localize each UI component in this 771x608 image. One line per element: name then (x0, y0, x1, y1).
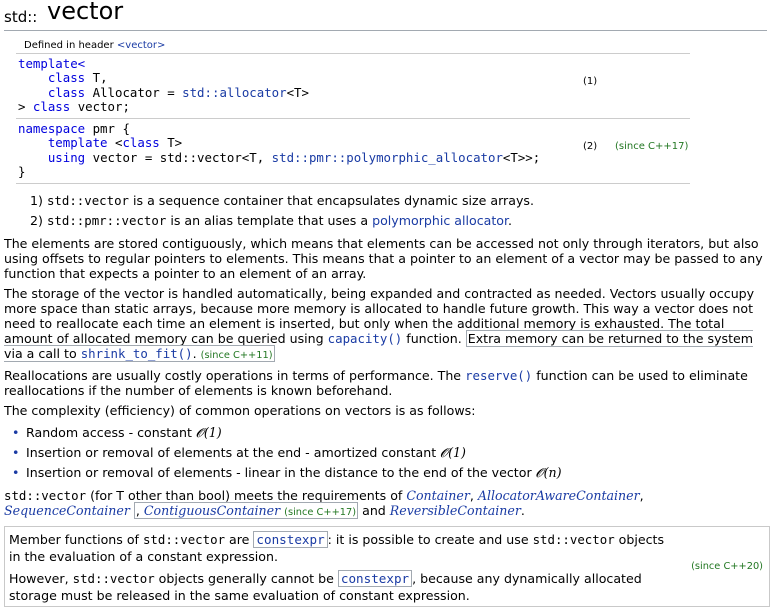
allocator-aware-container-link[interactable]: AllocatorAwareContainer (477, 488, 640, 504)
reversible-container-link[interactable]: ReversibleContainer (389, 503, 521, 519)
declaration-2: namespace pmr { template <class T> using vector = std::vector<T, std::pmr::polymorphic_allocator<T>>; } (2) (since C++17) (16, 119, 690, 184)
paragraph-contiguous: The elements are stored contiguously, which means that elements can be accessed not only through iterators, but also using offsets to regular pointers to elements. This means that a pointer to an element of a vector may be passed to any function that expects a pointer to an element of an array. (4, 236, 763, 282)
paragraph-complexity: The complexity (efficiency) of common operations on vectors is as follows: (4, 403, 476, 419)
list-item: 1) std::vector is a sequence container that encapsulates dynamic size arrays. (30, 193, 534, 209)
capacity-link[interactable]: capacity() (327, 331, 403, 347)
paragraph-reallocations: Reallocations are usually costly operations in terms of performance. The reserve() function can be used to eliminate reallocations if the number of elements is known beforehand. (4, 368, 748, 399)
defined-in-header (16, 37, 690, 54)
list-item: • Insertion or removal of elements - linear in the distance to the end of the vector 𝓞(n) (12, 463, 767, 483)
constexpr-note-line2: However, std::vector objects generally cannot be constexpr , because any dynamically allocated storage must be released in the same evaluation of constant expression. (9, 571, 642, 604)
decl-number-2: (2) (583, 141, 598, 153)
title-namespace: std:: (4, 8, 38, 26)
overview-list (30, 191, 767, 231)
since-badge-cpp17: (since C++17) (615, 141, 689, 153)
polymorphic-allocator-text-link[interactable]: polymorphic allocator (372, 213, 509, 229)
page-title (4, 0, 767, 31)
list-item: 2) std::pmr::vector is an alias template that uses a polymorphic allocator. (30, 213, 513, 229)
declaration-block (16, 37, 690, 184)
constexpr-note-box (4, 526, 770, 607)
complexity-list (12, 423, 767, 483)
constexpr-link[interactable]: constexpr (338, 570, 412, 587)
shrink-note: Extra memory can be returned to the system via a call to shrink_to_fit(). (since C++11) (4, 331, 754, 362)
defined-label: Defined in header (24, 40, 114, 51)
constexpr-link[interactable]: constexpr (253, 531, 327, 548)
std-allocator-link[interactable]: std::allocator (182, 84, 287, 100)
polymorphic-allocator-link[interactable]: std::pmr::polymorphic_allocator (271, 149, 503, 165)
list-item: • Random access - constant 𝓞(1) (12, 423, 767, 443)
sequence-container-link[interactable]: SequenceContainer (4, 503, 130, 519)
contiguous-note: , ContiguousContainer (since C++17) (135, 503, 357, 519)
shrink-to-fit-link[interactable]: shrink_to_fit() (80, 346, 193, 362)
contiguous-container-link[interactable]: ContiguousContainer (143, 503, 281, 519)
decl-number-1: (1) (583, 76, 598, 87)
container-link[interactable]: Container (406, 488, 470, 504)
since-badge-cpp11: (since C++11) (200, 350, 273, 362)
declaration-1: template< class T, class Allocator = std::allocator<T> > class vector; (1) (16, 54, 690, 119)
paragraph-storage: The storage of the vector is handled automatically, being expanded and contracted as needed. Vectors usually occupy more space than static arrays, because more memory is allocated to handle future growth. This way a vector does not need to reallocate each time an element is inserted, but only when the additional memory is exhausted. The total amount of allocated memory can be queried using capacity() function. Extra memory can be returned to the system via a call to shrink_to_fit(). (since C++11) (4, 286, 755, 362)
header-link[interactable]: <vector> (116, 40, 166, 51)
since-badge-cpp20: (since C++20) (691, 561, 763, 573)
title-name: vector (47, 0, 124, 25)
list-item: • Insertion or removal of elements at the end - amortized constant 𝓞(1) (12, 443, 767, 463)
reserve-link[interactable]: reserve() (465, 368, 533, 384)
constexpr-note-line1: Member functions of std::vector are constexpr : it is possible to create and use std::vector objects in the evaluation of a constant expression. (9, 532, 665, 565)
paragraph-requirements: std::vector (for T other than bool) meets the requirements of Container, AllocatorAwareContainer, SequenceContainer , ContiguousContainer (since C++17) and ReversibleContainer. (4, 488, 644, 519)
